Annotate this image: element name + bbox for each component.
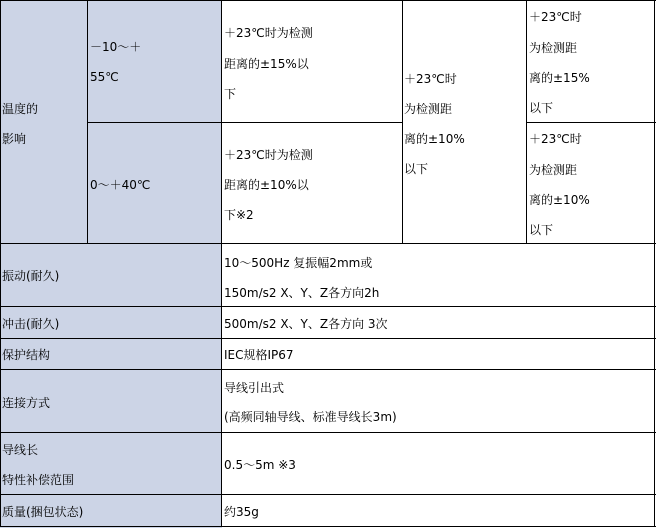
spec-a-2-text: 下※2 (224, 208, 254, 222)
spec-c-2-text: 以下 (529, 223, 554, 237)
spec-c-1-text: 为检测距 (529, 41, 578, 55)
temperature-label: 温度的 (2, 102, 39, 116)
grid-line (0, 0, 656, 1)
temperature-label-cell (0, 0, 88, 244)
spec-b-text: 以下 (404, 162, 429, 176)
grid-line (654, 0, 655, 527)
grid-line (0, 338, 656, 339)
grid-line (88, 122, 403, 123)
shock-value: 500m/s2 X、Y、Z各方向 3次 (224, 317, 388, 331)
spec-c-2-text: 为检测距 (529, 163, 578, 177)
weight-label: 质量(捆包状态) (2, 505, 84, 519)
weight-value: 约35g (224, 505, 259, 519)
grid-line (0, 369, 656, 370)
range-1-text: 55℃ (90, 70, 119, 84)
grid-line (0, 306, 656, 307)
range-1-cell (88, 0, 222, 123)
range-1-text: －10～＋ (90, 40, 142, 54)
spec-c-2-text: ＋23℃时 (529, 132, 582, 146)
grid-line (87, 0, 88, 244)
cable-length-label: 导线长 (2, 443, 39, 457)
cable-length-value: 0.5～5m ※3 (224, 458, 296, 472)
grid-line (0, 243, 656, 244)
spec-b-text: 为检测距 (404, 102, 453, 116)
grid-line (0, 494, 656, 495)
spec-a-1-text: 距离的±15%以 (224, 57, 309, 71)
spec-a-2-text: ＋23℃时为检测 (224, 148, 313, 162)
range-2-text: 0～＋40℃ (90, 178, 151, 192)
vibration-label: 振动(耐久) (2, 269, 60, 283)
spec-b-text: 离的±10% (404, 132, 465, 146)
spec-a-2-text: 距离的±10%以 (224, 178, 309, 192)
shock-label: 冲击(耐久) (2, 317, 60, 331)
spec-a-1-text: 下 (224, 87, 237, 101)
protection-label: 保护结构 (2, 348, 51, 362)
connection-label: 连接方式 (2, 396, 51, 410)
grid-line (402, 0, 403, 244)
grid-line (221, 0, 222, 527)
protection-value: IEC规格IP67 (224, 348, 294, 362)
grid-line (0, 0, 1, 527)
spec-c-2-text: 离的±10% (529, 193, 590, 207)
spec-c-1-text: 以下 (529, 101, 554, 115)
grid-line (0, 526, 656, 527)
vibration-value: 10～500Hz 复振幅2mm或 (224, 256, 373, 270)
grid-line (527, 122, 656, 123)
grid-line (526, 0, 527, 244)
spec-c-1-text: 离的±15% (529, 71, 590, 85)
connection-value: (高频同轴导线、标准导线长3m) (224, 410, 397, 424)
spec-b-text: ＋23℃时 (404, 72, 457, 86)
spec-c-1-text: ＋23℃时 (529, 10, 582, 24)
spec-a-1-text: ＋23℃时为检测 (224, 26, 313, 40)
connection-value: 导线引出式 (224, 381, 285, 395)
vibration-value: 150m/s2 X、Y、Z各方向2h (224, 286, 380, 300)
temperature-label: 影响 (2, 132, 27, 146)
grid-line (0, 432, 656, 433)
cable-length-label: 特性补偿范围 (2, 473, 75, 487)
